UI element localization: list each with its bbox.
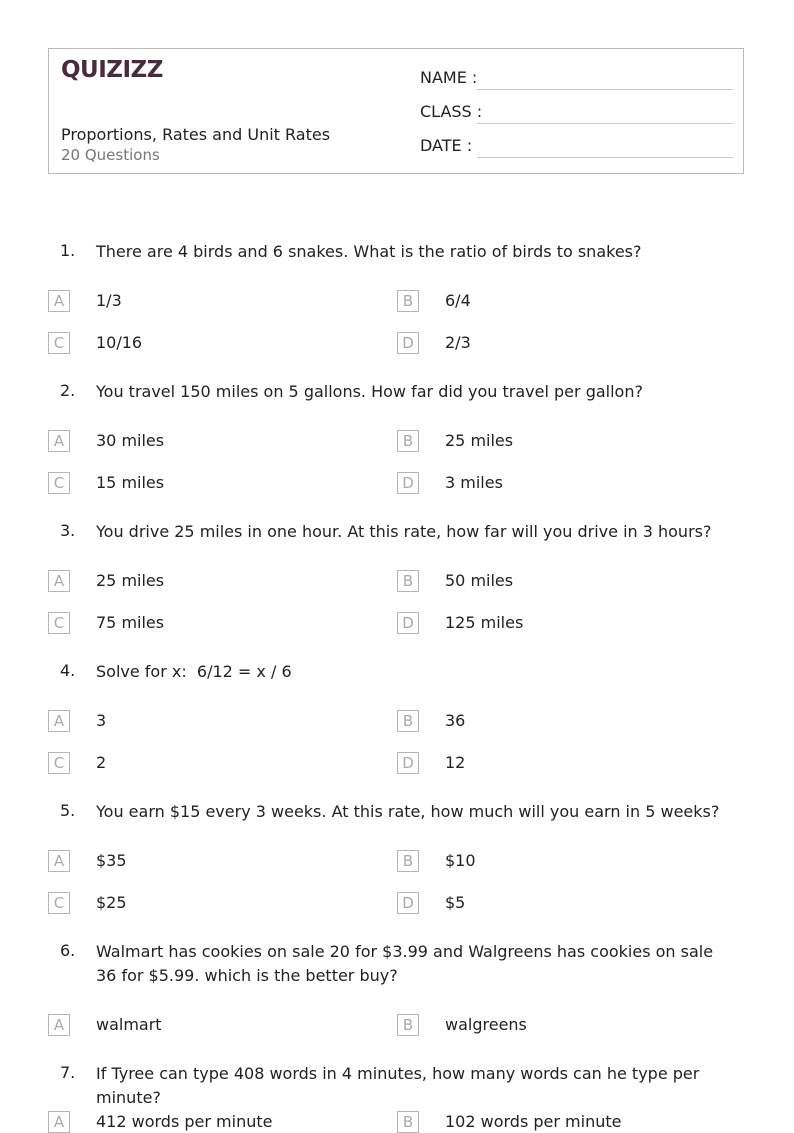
option-text: $35 (96, 851, 127, 870)
question-number: 3. (60, 521, 76, 540)
option-text: 6/4 (445, 291, 471, 310)
option-letter-box[interactable]: B (397, 290, 419, 312)
question-number: 4. (60, 661, 76, 680)
option-letter-box[interactable]: B (397, 570, 419, 592)
option-text: 3 miles (445, 473, 503, 492)
question-text: You earn $15 every 3 weeks. At this rate, how much will you earn in 5 weeks? (96, 802, 720, 821)
option-letter-box[interactable]: B (397, 1111, 419, 1133)
option-letter-box[interactable]: D (397, 752, 419, 774)
option-letter-box[interactable]: C (48, 752, 70, 774)
option-text: 75 miles (96, 613, 165, 632)
option-text: 25 miles (445, 431, 514, 450)
option-text: walmart (96, 1015, 162, 1034)
question-text: There are 4 birds and 6 snakes. What is the ratio of birds to snakes? (96, 242, 642, 261)
option-letter-box[interactable]: A (48, 430, 70, 452)
option-text: $10 (445, 851, 476, 870)
option-text: 2/3 (445, 333, 471, 352)
option-text: 3 (96, 711, 107, 730)
question-text: You travel 150 miles on 5 gallons. How far did you travel per gallon? (96, 382, 643, 401)
question-number: 5. (60, 801, 76, 820)
option-letter-box[interactable]: B (397, 430, 419, 452)
question-text: Solve for x: 6/12 = x / 6 (96, 662, 292, 681)
option-letter-box[interactable]: D (397, 612, 419, 634)
class-label: CLASS : (420, 102, 483, 121)
option-letter-box[interactable]: C (48, 612, 70, 634)
option-text: $5 (445, 893, 466, 912)
option-letter-box[interactable]: A (48, 1111, 70, 1133)
question-text: Walmart has cookies on sale 20 for $3.99 and Walgreens has cookies on sale 36 for $5.99. which is the better buy? (96, 942, 714, 985)
worksheet-title: Proportions, Rates and Unit Rates (61, 125, 331, 144)
question-text: You drive 25 miles in one hour. At this rate, how far will you drive in 3 hours? (96, 522, 712, 541)
option-letter-box[interactable]: A (48, 710, 70, 732)
date-label: DATE : (420, 136, 473, 155)
option-text: 12 (445, 753, 466, 772)
option-letter-box[interactable]: C (48, 472, 70, 494)
option-letter-box[interactable]: B (397, 1014, 419, 1036)
question-text: If Tyree can type 408 words in 4 minutes, how many words can he type per minute? (96, 1064, 700, 1107)
option-text: 30 miles (96, 431, 165, 450)
option-letter-box[interactable]: A (48, 570, 70, 592)
option-letter-box[interactable]: C (48, 332, 70, 354)
option-letter-box[interactable]: B (397, 850, 419, 872)
option-text: 36 (445, 711, 466, 730)
option-text: 15 miles (96, 473, 165, 492)
option-text: walgreens (445, 1015, 527, 1034)
option-text: 25 miles (96, 571, 165, 590)
option-text: 2 (96, 753, 107, 772)
question-number: 7. (60, 1063, 76, 1082)
option-letter-box[interactable]: D (397, 332, 419, 354)
option-letter-box[interactable]: D (397, 892, 419, 914)
option-text: 102 words per minute (445, 1112, 622, 1131)
option-letter-box[interactable]: D (397, 472, 419, 494)
option-text: 50 miles (445, 571, 514, 590)
option-text: 412 words per minute (96, 1112, 273, 1131)
option-letter-box[interactable]: A (48, 290, 70, 312)
option-letter-box[interactable]: A (48, 1014, 70, 1036)
option-text: $25 (96, 893, 127, 912)
option-text: 1/3 (96, 291, 122, 310)
option-letter-box[interactable]: A (48, 850, 70, 872)
question-count: 20 Questions (61, 146, 160, 164)
name-label: NAME : (420, 68, 478, 87)
quizizz-logo: QUIZIZZ (61, 57, 163, 83)
option-text: 10/16 (96, 333, 143, 352)
option-text: 125 miles (445, 613, 524, 632)
question-number: 1. (60, 241, 76, 260)
option-letter-box[interactable]: C (48, 892, 70, 914)
question-number: 2. (60, 381, 76, 400)
option-letter-box[interactable]: B (397, 710, 419, 732)
question-number: 6. (60, 941, 76, 960)
